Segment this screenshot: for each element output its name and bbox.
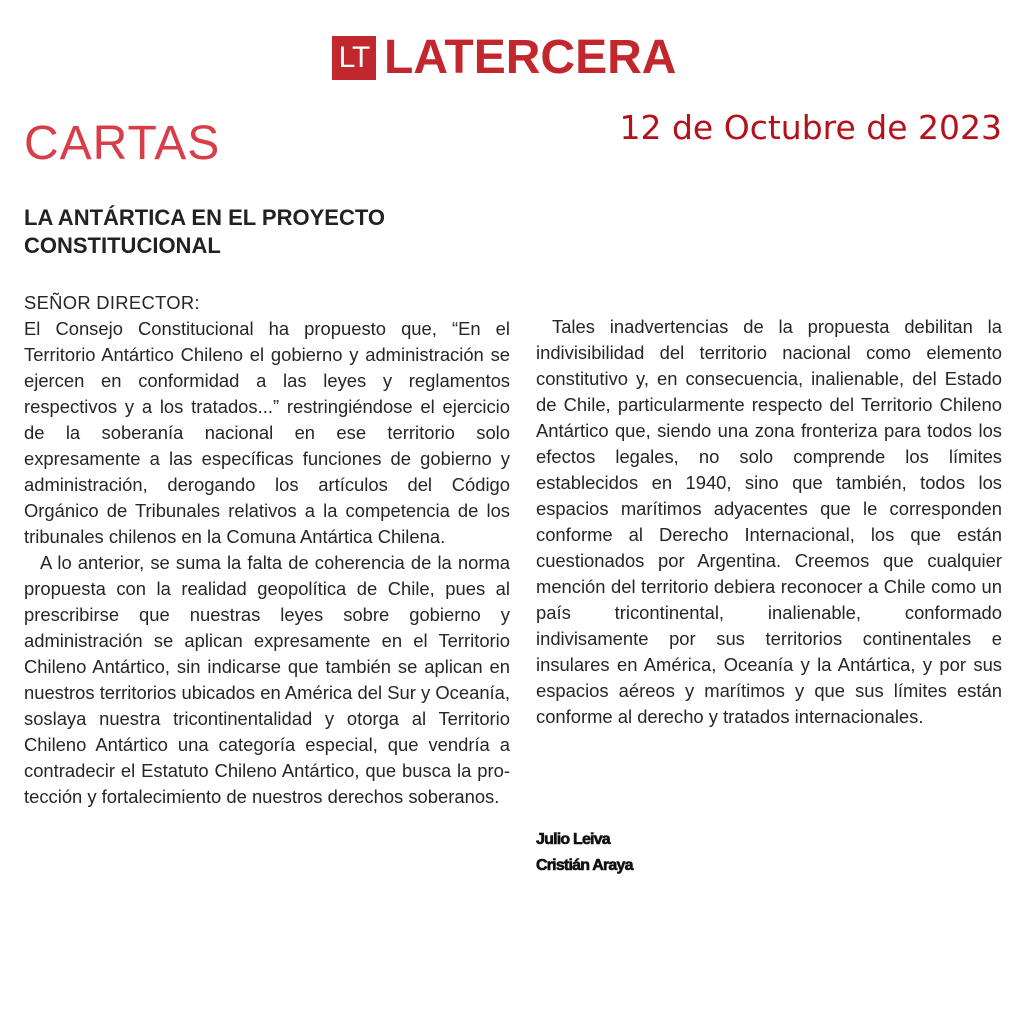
letter-column-right	[536, 314, 1002, 730]
newspaper-name: LATERCERA	[384, 31, 677, 84]
section-title: CARTAS	[24, 117, 221, 170]
signatures	[536, 827, 633, 879]
letter-headline: LA ANTÁRTICA EN EL PROYECTO CONSTITUCIONAL	[24, 205, 385, 258]
signature-name: Julio Leiva	[536, 831, 610, 848]
signature-name: Cristián Araya	[536, 857, 633, 874]
newspaper-logo-mark: LT	[332, 36, 376, 80]
paragraph-1: El Consejo Constitucional ha propuesto que, “En el Territorio Antártico Chileno el gobierno y administración se ejercen en conformidad a las leyes y reglamentos respectivos y a los tratados...” restringiéndose el ejercicio de la soberanía nacional en ese territorio solo expresamente a las específicas funciones de gobierno y administración, derogando los artículos del Código Orgánico de Tribunales relativos a la competencia de los tribunales chilenos en la Comuna Antártica Chilena.	[24, 318, 510, 547]
publication-date: 12 de Octubre de 2023	[619, 108, 1002, 147]
paragraph-2: A lo anterior, se suma la falta de coherencia de la norma propuesta con la realidad geopolítica de Chile, pues al prescribirse que nuestras leyes sobre gobierno y administración se aplican expresamente en el Territorio Chileno Antártico, sin indicarse que también se aplican en nuestros territorios ubicados en América del Sur y Oceanía, soslaya nuestra tricontinentalidad y otorga al Territorio Chileno Antártico una categoría especial, que vendría a contradecir el Estatuto Chileno Antártico, que busca la protección y fortalecimiento de nuestros derechos soberanos.	[24, 552, 510, 807]
paragraph-3: Tales inadvertencias de la propuesta debilitan la indivisibilidad del territorio nacional como elemento constitutivo y, en consecuencia, inalienable, del Estado de Chile, particularmente respecto del Territorio Chileno Antártico que, siendo una zona fronteriza para todos los efectos legales, no solo comprende los límites establecidos en 1940, sino que también, todos los espacios marítimos adyacentes que le corresponden conforme al Derecho Internacional, los que están cuestionados por Argentina. Creemos que cualquier mención del territorio debiera reconocer a Chile como un país tricontinental, inalienable, conformado indivisamente por sus territorios continentales e insulares en América, Oceanía y la Antártica, y por sus espacios aéreos y marítimos y que sus límites están conforme al derecho y tratados internacionales.	[536, 316, 1002, 727]
salutation: SEÑOR DIRECTOR:	[24, 292, 200, 313]
letter-column-left	[24, 290, 510, 810]
masthead	[332, 31, 677, 84]
